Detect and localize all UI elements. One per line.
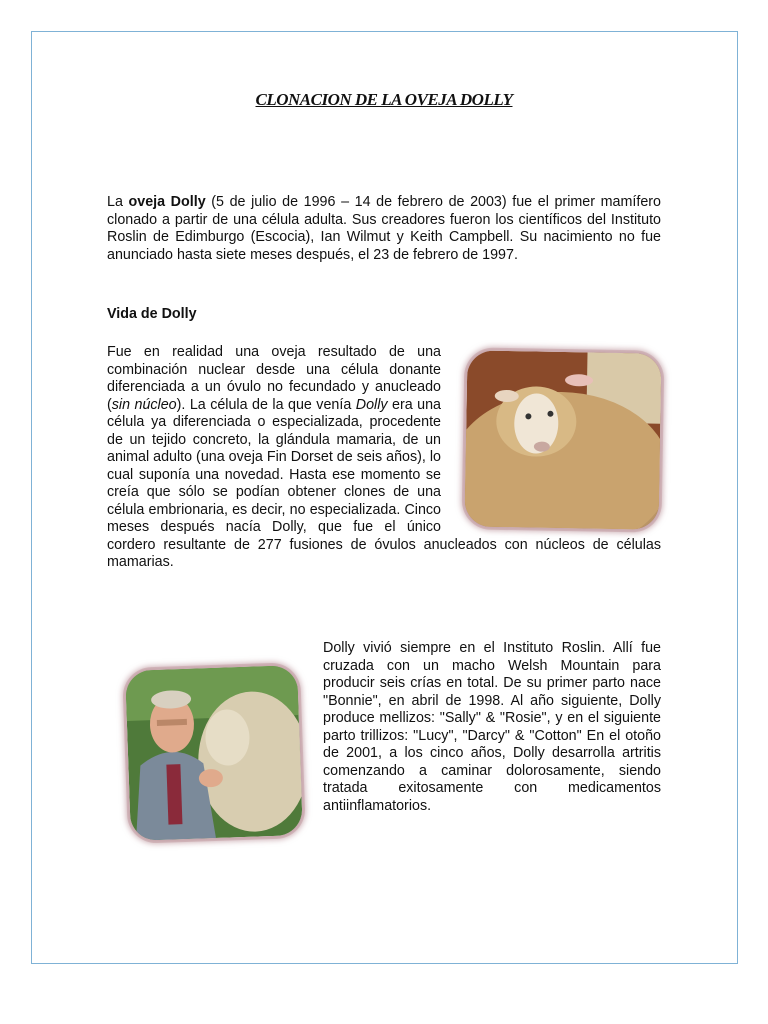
section-heading: Vida de Dolly — [107, 306, 197, 322]
life-italic-1: sin núcleo — [111, 396, 177, 413]
intro-text: (5 de julio de 1996 – 14 de febrero de 2003) fue el primer mamífero clonado a partir de una célula adulta. Sus creadores fueron los científicos del Instituto Roslin de Edimburgo (Escocia), Ian Wilmut y Keith Campbell. Su nacimiento no fue anunciado hasta siete meses después, el 23 de febrero de 1997. — [107, 194, 661, 263]
later-life-text: Dolly vivió siempre en el Instituto Roslin. Allí fue cruzada con un macho Welsh Mountain para producir seis crías en total. De su primer parto nace "Bonnie", en abril de 1998. Al año siguiente, Dolly produce mellizos: "Sally" & "Rosie", y en el siguiente parto trillizos: "Lucy", "Darcy" & "Cotton" En el otoño de 2001, a los cinco años, Dolly desarrolla artritis comenzando a caminar dolorosamente, siendo tratada exitosamente con medicamentos antiinflamatorios. — [323, 640, 661, 814]
life-text-1: Fue en realidad una oveja resultado de una combinación nuclear desde una célula donante diferenciada a un óvulo no fecundado y anucleado ( — [107, 344, 441, 413]
life-text-3: era una célula ya diferenciada o especializada, procedente de un tejido concreto, la glándula mamaria, de un animal adulto (una oveja Fin Dorset de seis años), lo cual suponía una novedad. Hasta ese momento se creía que sólo se podían obtener clones de una célula embrionaria, es decir, no especializada. Cinco meses después nacía Dolly, que fue el único cordero resultante de 277 fusiones de óvulos anucleados con núcleos de células mamarias. — [107, 396, 661, 570]
dolly-sheep-photo — [464, 350, 661, 529]
intro-paragraph — [107, 194, 661, 264]
scientist-with-sheep-photo — [125, 665, 303, 841]
document-title: CLONACION DE LA OVEJA DOLLY — [255, 90, 513, 109]
intro-bold-term: oveja Dolly — [128, 194, 206, 210]
life-text-2: ). La célula de la que venía — [176, 396, 356, 413]
intro-prefix: La — [107, 194, 129, 210]
life-italic-2: Dolly — [355, 396, 388, 413]
